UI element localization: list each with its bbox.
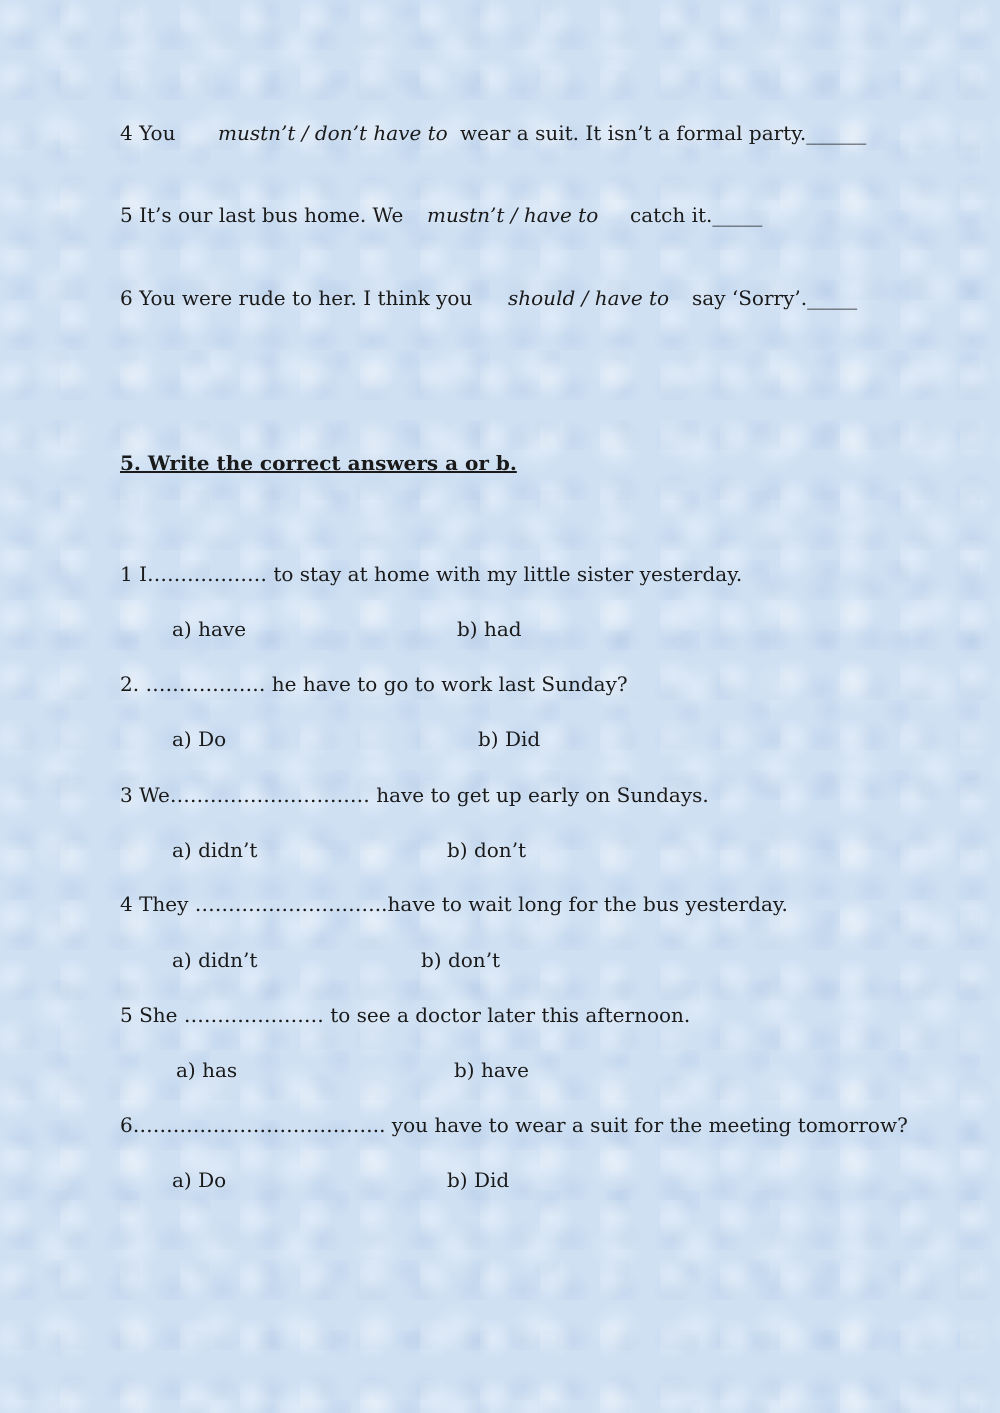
question-5-option-a: a) has: [176, 1058, 238, 1082]
item-text-pre: 4 You: [120, 121, 176, 145]
exercise4-item-5-choice: [427, 203, 598, 227]
item-text-post: catch it._____: [630, 203, 763, 227]
question-3-option-b: b) don’t: [447, 838, 527, 862]
question-4: 4 They ………………………..have to wait long for the bus yesterday.: [120, 892, 788, 916]
question-4-option-b: b) don’t: [421, 948, 501, 972]
item-text-post: wear a suit. It isn’t a formal party.______: [460, 121, 867, 145]
exercise4-item-5: [120, 203, 403, 227]
item-text-pre: 6 You were rude to her. I think you: [120, 286, 473, 310]
question-6-option-a: a) Do: [172, 1168, 227, 1192]
question-5: 5 She ………………… to see a doctor later this afternoon.: [120, 1003, 691, 1027]
item-text-pre: 5 It’s our last bus home. We: [120, 203, 404, 227]
question-3: 3 We………………………… have to get up early on Sundays.: [120, 783, 709, 807]
question-2-option-a: a) Do: [172, 727, 227, 751]
exercise4-item-4: [120, 121, 175, 145]
exercise4-item-5-rest: [630, 203, 762, 227]
question-3-option-a: a) didn’t: [172, 838, 258, 862]
question-6: 6……………………………….. you have to wear a suit for the meeting tomorrow?: [120, 1113, 908, 1137]
item-choice: mustn’t / don’t have to: [218, 121, 448, 145]
question-1: 1 I……………… to stay at home with my little sister yesterday.: [120, 562, 743, 586]
exercise4-item-6-rest: [692, 286, 857, 310]
exercise4-item-6-choice: [508, 286, 669, 310]
exercise4-item-6: [120, 286, 472, 310]
item-choice: mustn’t / have to: [427, 203, 599, 227]
question-4-option-a: a) didn’t: [172, 948, 258, 972]
question-1-option-b: b) had: [457, 617, 522, 641]
question-2: 2. ……………… he have to go to work last Sunday?: [120, 672, 628, 696]
question-2-option-b: b) Did: [478, 727, 541, 751]
question-1-option-a: a) have: [172, 617, 247, 641]
exercise4-item-4-choice: [218, 121, 448, 145]
question-5-option-b: b) have: [454, 1058, 529, 1082]
item-choice: should / have to: [508, 286, 670, 310]
item-text-post: say ‘Sorry’._____: [692, 286, 858, 310]
exercise5-heading: 5. Write the correct answers a or b.: [120, 451, 517, 475]
exercise4-item-4-rest: [460, 121, 866, 145]
question-6-option-b: b) Did: [447, 1168, 510, 1192]
